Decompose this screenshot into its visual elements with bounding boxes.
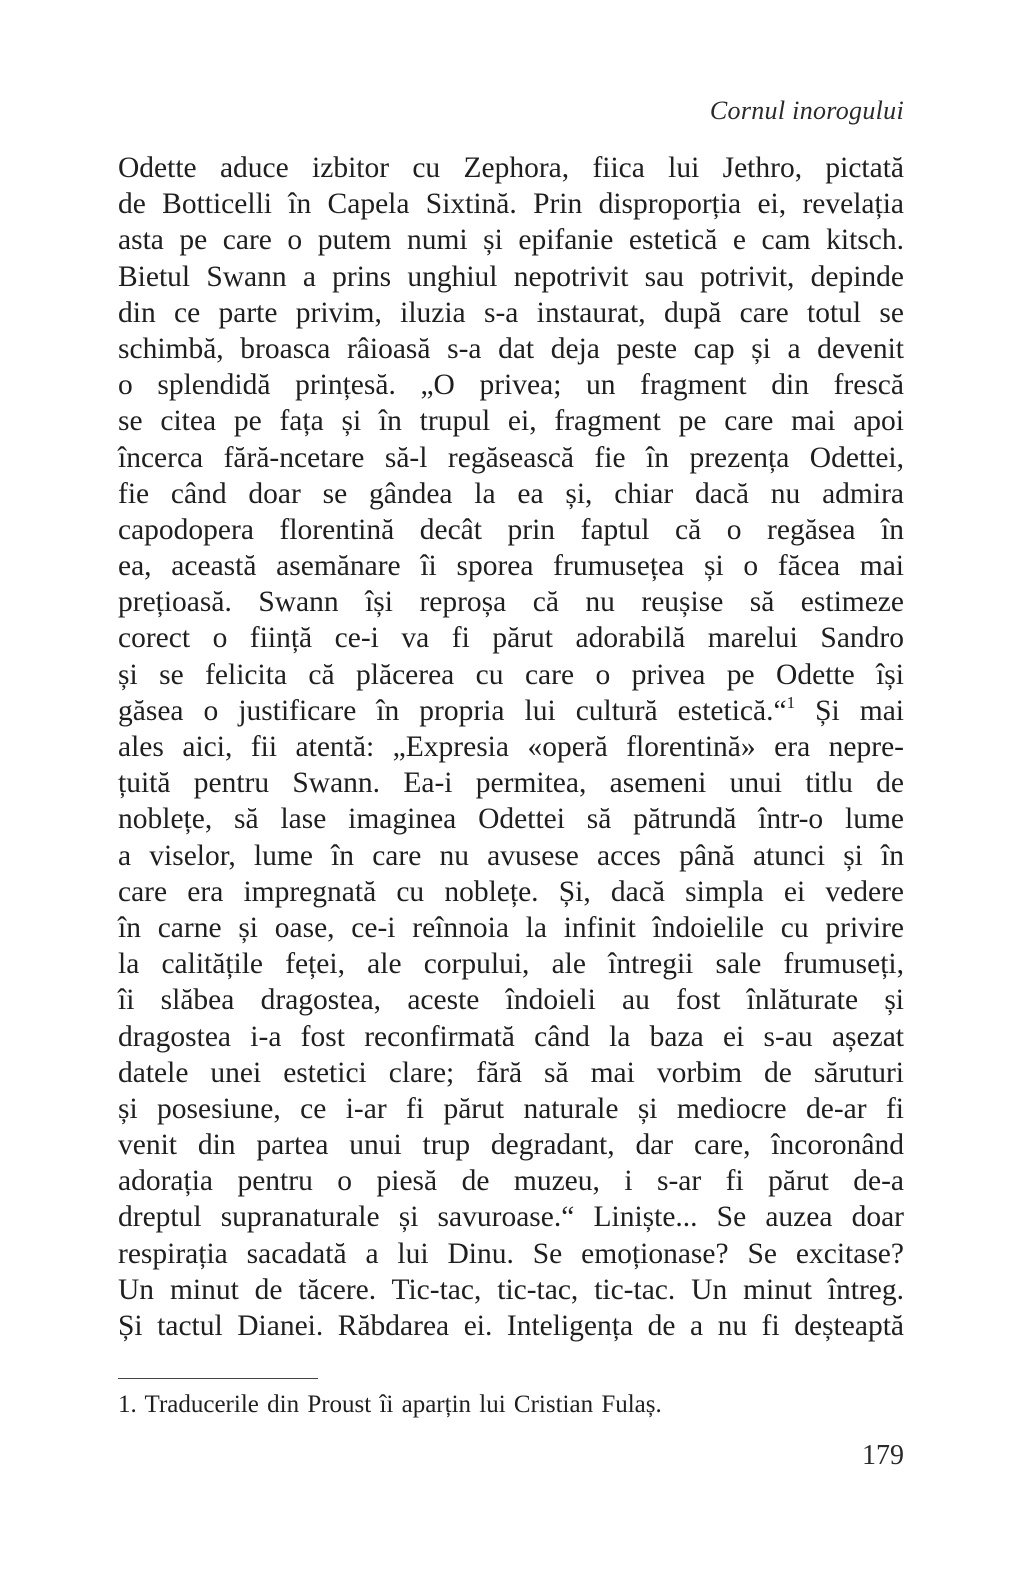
text-line: schimbă, broasca râioasă s-a dat deja peste cap și a devenit	[118, 332, 904, 365]
text-line: datele unei estetici clare; fără să mai vorbim de săruturi	[118, 1056, 904, 1089]
text-line: din ce parte privim, iluzia s-a instaurat, după care totul se	[118, 296, 904, 329]
text-line: o splendidă prințesă. „O privea; un fragment din frescă	[118, 369, 904, 402]
text-line: respirația sacadată a lui Dinu. Se emoționase? Se excitase?	[118, 1237, 904, 1270]
text-line: adorația pentru o piesă de muzeu, i s-ar fi părut de-a	[118, 1165, 904, 1198]
text-line: și se felicita că plăcerea cu care o privea pe Odette își	[118, 658, 904, 691]
text-line: îi slăbea dragostea, aceste îndoieli au fost înlăturate și	[118, 984, 904, 1017]
text-line: fie când doar se gândea la ea și, chiar dacă nu admira	[118, 477, 904, 510]
text-line: Bietul Swann a prins unghiul nepotrivit sau potrivit, depinde	[118, 260, 904, 293]
text-line: venit din partea unui trup degradant, dar care, încoronând	[118, 1129, 904, 1162]
text-line: ales aici, fii atentă: „Expresia «operă florentină» era nepre-	[118, 731, 904, 763]
text-line: în carne și oase, ce-i reînnoia la infinit îndoielile cu privire	[118, 911, 904, 944]
text-segment: Și mai	[795, 694, 904, 727]
text-line: noblețe, să lase imaginea Odettei să pătrundă într-o lume	[118, 803, 904, 836]
footnote: 1. Traducerile din Proust îi aparțin lui Cristian Fulaș.	[118, 1391, 662, 1418]
text-line: dreptul supranaturale și savuroase.“ Liniște... Se auzea doar	[118, 1201, 904, 1234]
text-line: Și tactul Dianei. Răbdarea ei. Inteligența de a nu fi deșteaptă	[118, 1310, 904, 1342]
text-line: de Botticelli în Capela Sixtină. Prin disproporția ei, revelația	[118, 188, 904, 221]
text-line: care era impregnată cu noblețe. Și, dacă simpla ei vedere	[118, 875, 904, 908]
text-line: ea, această asemănare îi sporea frumusețea și o făcea mai	[118, 550, 904, 583]
footnote-separator	[118, 1378, 318, 1379]
text-line: capodopera florentină decât prin faptul că o regăsea în	[118, 513, 904, 546]
text-line: a viselor, lume în care nu avusese acces până atunci și în	[118, 839, 904, 872]
text-line: Odette aduce izbitor cu Zephora, fiica lui Jethro, pictată	[118, 152, 904, 184]
footnote-reference[interactable]: 1	[786, 692, 796, 712]
body-text	[118, 150, 904, 1344]
text-line: Un minut de tăcere. Tic-tac, tic-tac, tic-tac. Un minut întreg.	[118, 1273, 904, 1306]
text-segment: găsea o justificare în propria lui cultură estetică.“	[118, 694, 787, 727]
text-line-with-footnote-ref	[118, 693, 904, 729]
page-number: 179	[862, 1440, 904, 1471]
text-line: prețioasă. Swann își reproșa că nu reușise să estimeze	[118, 586, 904, 619]
text-line: dragostea i-a fost reconfirmată când la baza ei s-au așezat	[118, 1020, 904, 1053]
text-line: corect o ființă ce-i va fi părut adorabilă marelui Sandro	[118, 622, 904, 655]
running-head: Cornul inorogului	[709, 96, 904, 125]
text-line: și posesiune, ce i-ar fi părut naturale și mediocre de-ar fi	[118, 1092, 904, 1125]
text-line: încerca fără-ncetare să-l regăsească fie în prezența Odettei,	[118, 441, 904, 474]
text-line: la calitățile feței, ale corpului, ale întregii sale frumuseți,	[118, 948, 904, 981]
text-line: țuită pentru Swann. Ea-i permitea, asemeni unui titlu de	[118, 767, 904, 800]
text-line: se citea pe fața și în trupul ei, fragment pe care mai apoi	[118, 405, 904, 438]
text-line: asta pe care o putem numi și epifanie estetică e cam kitsch.	[118, 224, 904, 257]
